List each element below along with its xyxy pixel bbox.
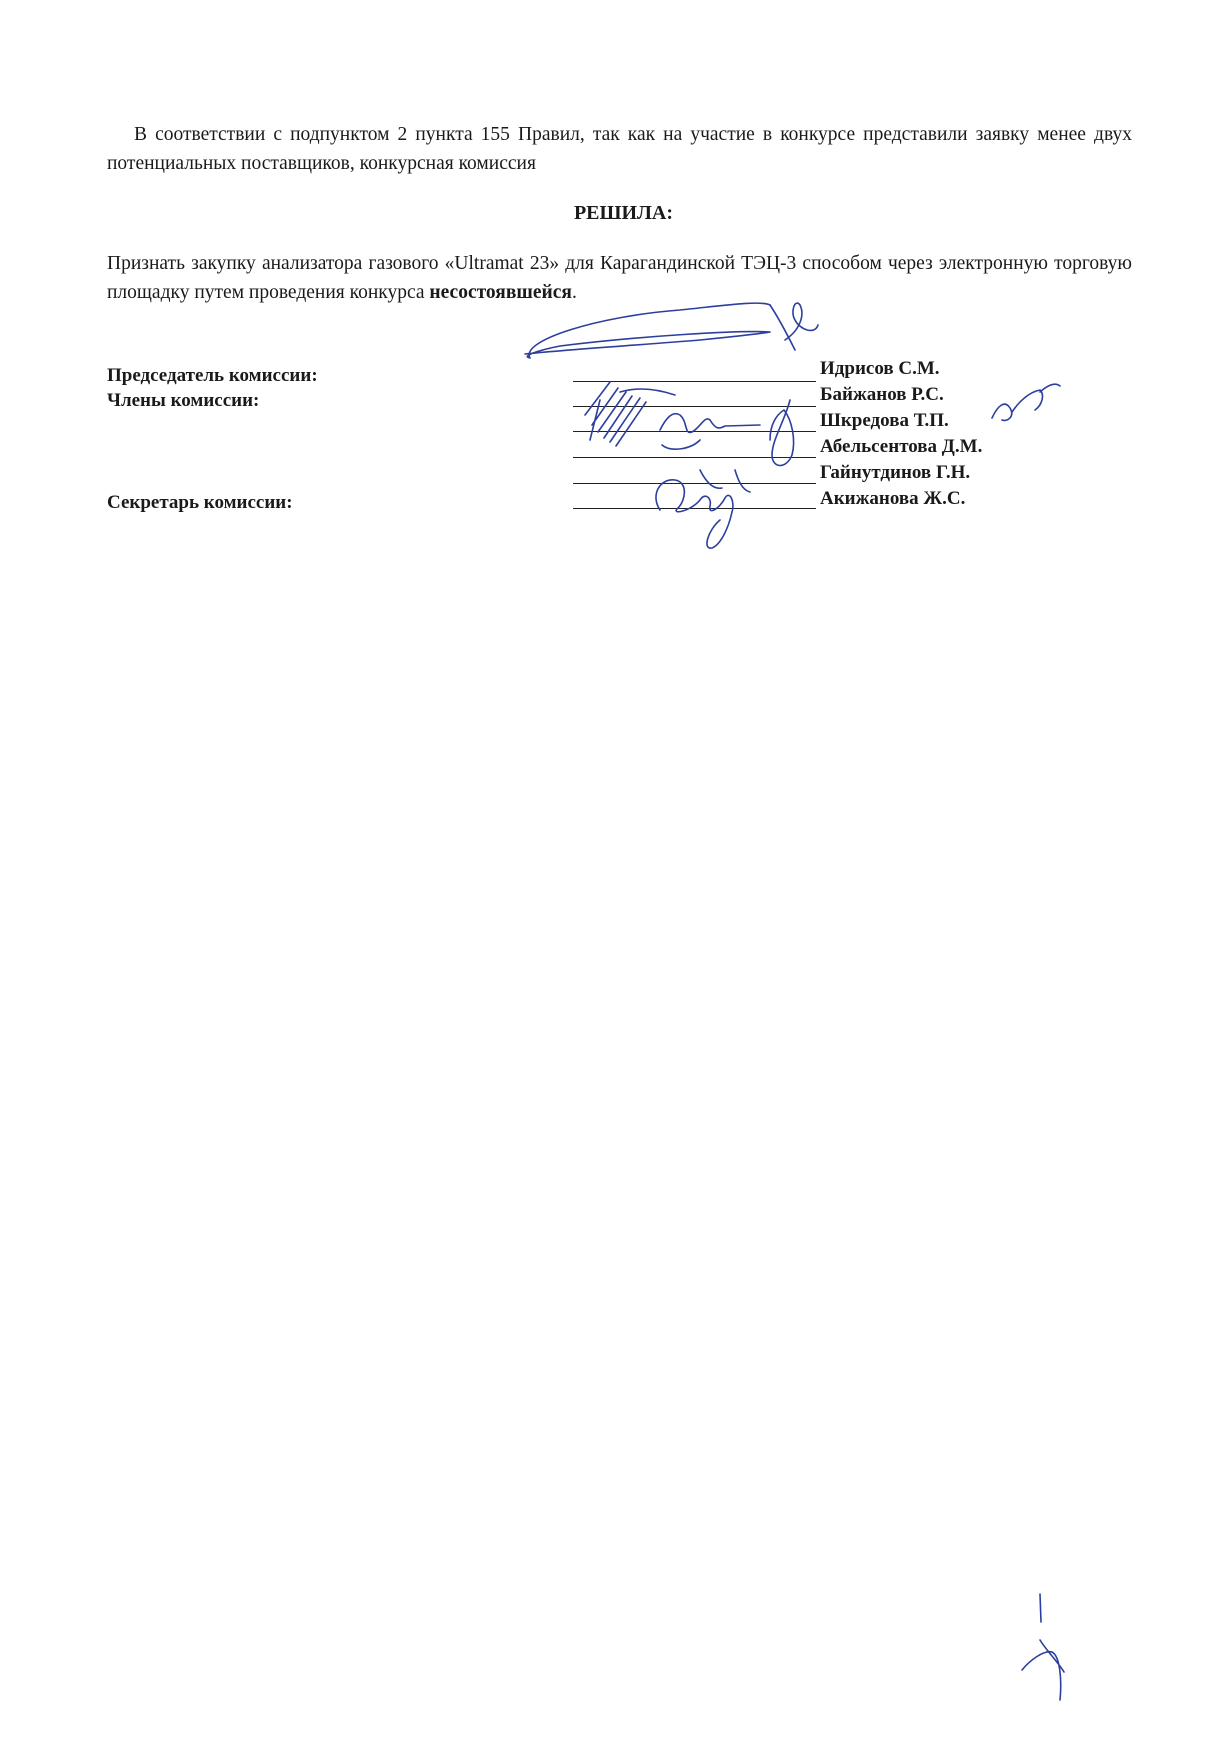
signatory-name-1: Идрисов С.М. <box>820 358 940 379</box>
decision-text-end: . <box>571 282 577 303</box>
signatory-name-4: Абельсентова Д.М. <box>820 436 983 457</box>
signature-member-2 <box>660 414 760 433</box>
margin-initial-mark <box>1022 1594 1064 1700</box>
signature-member-3 <box>770 400 794 466</box>
signature-secretary <box>656 480 733 548</box>
signature-member-4 <box>992 384 1060 420</box>
intro-paragraph: В соответствии с подпунктом 2 пункта 155 Правил, так как на участие в конкурсе представили заявку менее двух потенциальных поставщиков, конкурсная комиссия <box>107 124 1132 174</box>
secretary-role-label: Секретарь комиссии: <box>107 492 293 513</box>
decision-heading: РЕШИЛА: <box>573 202 674 224</box>
signatory-name-2: Байжанов Р.С. <box>820 384 944 405</box>
signatory-name-3: Шкредова Т.П. <box>820 410 949 431</box>
signatory-name-5: Гайнутдинов Г.Н. <box>820 462 971 483</box>
decision-text-bold: несостоявшейся <box>429 282 572 303</box>
signature-chairman <box>525 303 770 358</box>
signatory-name-6: Акижанова Ж.С. <box>820 488 966 509</box>
chairman-role-label: Председатель комиссии: <box>107 365 318 386</box>
members-role-label: Члены комиссии: <box>107 390 260 411</box>
signature-member-1 <box>585 382 675 446</box>
decision-text-start: Признать закупку анализатора газового «Ultramat 23» для Карагандинской ТЭЦ-3 способом через электронную торговую площадку путем проведения конкурса <box>107 253 1132 303</box>
